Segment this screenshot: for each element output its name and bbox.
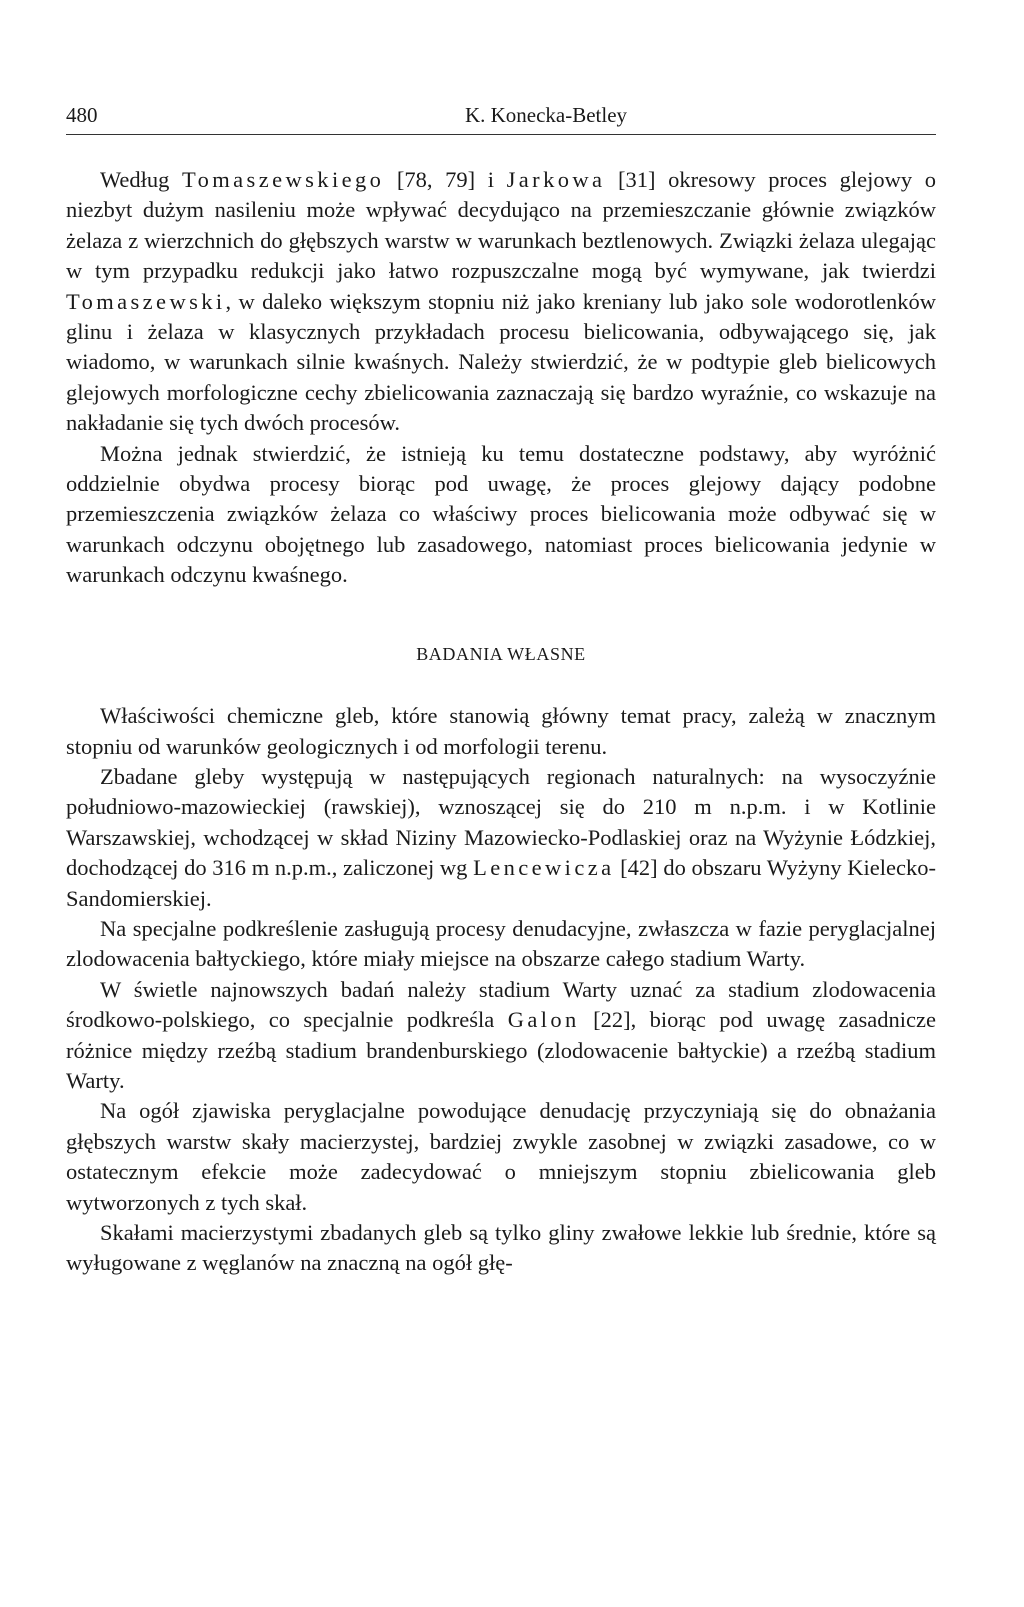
text-run: [31] okresowy proces glejowy o niezbyt dużym nasileniu może wpływać decydująco na przemieszczanie głównie związków żelaza z wierzchnich do głębszych warstw w warunkach beztlenowych. Związki żelaza ulegając w tym przypadku redukcji jako łatwo rozpuszczalne mogą być wymywane, jak twierdzi: [66, 167, 936, 284]
paragraph-7: Na ogół zjawiska peryglacjalne powodujące denudację przyczyniają się do obnażania głębszych warstw skały macierzystej, bardziej zwykle zasobnej w związki zasadowe, co w ostatecznym efekcie może zadecydować o mniejszym stopniu zbielicowania gleb wytworzonych z tych skał.: [66, 1098, 936, 1215]
page: [66, 100, 936, 1279]
paragraph-2: Można jednak stwierdzić, że istnieją ku temu dostateczne podstawy, aby wyróżnić oddzielnie obydwa procesy biorąc pod uwagę, że proces glejowy dający podobne przemieszczenia związków żelaza co właściwy proces bielicowania może odbywać się w warunkach odczynu obojętnego lub zasadowego, natomiast proces bielicowania jedynie w warunkach odczynu kwaśnego.: [66, 440, 936, 588]
text-run: Zbadane gleby występują w następujących regionach naturalnych: na wysoczyźnie południowo-mazowieckiej (rawskiej), wznoszącej się do 210 m n.p.m. i w Kotlinie Warszawskiej, wchodzącej w skład Niziny Mazowiecko-Podlaskiej oraz na Wyżynie Łódzkiej, dochodzącej do 316 m n.p.m., zaliczonej wg: [66, 763, 936, 881]
section-heading: BADANIA WŁASNE: [416, 643, 586, 664]
text-run: , w daleko większym stopniu niż jako kreniany lub jako sole wodorotlenków glinu i żelaza w klasycznych przykładach procesu bielicowania, odbywającego się, jak wiadomo, w warunkach silnie kwaśnych. Należy stwierdzić, że w podtypie gleb bielicowych glejowych morfologiczne cechy zbielicowania zaznaczają się bardzo wyraźnie, co wskazuje na nakładanie się tych dwóch procesów.: [66, 288, 936, 436]
text-run: [42] do obszaru Wyżyny Kielecko-Sandomierskiej.: [66, 855, 936, 911]
cited-author: Jarkowa: [506, 167, 606, 192]
running-head-author: K. Konecka-Betley: [464, 103, 628, 127]
cited-author: Lencewicza: [473, 855, 615, 881]
cited-author: Tomaszewskiego: [182, 167, 385, 192]
text-run: [22], biorąc pod uwagę zasadnicze różnice między rzeźbą stadium brandenburskiego (zlodowacenie bałtyckie) a rzeźbą stadium Warty.: [66, 1007, 936, 1093]
text-run: [78, 79] i: [384, 167, 507, 192]
cited-author: Galon: [507, 1007, 580, 1033]
paragraph-6: [66, 975, 936, 1097]
page-number: 480: [66, 103, 98, 127]
paragraph-4: [66, 762, 936, 914]
cited-author: Tomaszewski: [66, 288, 226, 314]
body-text: [66, 165, 936, 1279]
text-run: W świetle najnowszych badań należy stadium Warty uznać za stadium zlodowacenia środkowo-polskiego, co specjalnie podkreśla: [66, 976, 936, 1033]
text-run: Według: [100, 167, 183, 192]
paragraph-5: Na specjalne podkreślenie zasługują procesy denudacyjne, zwłaszcza w fazie peryglacjalnej zlodowacenia bałtyckiego, które miały miejsce na obszarze całego stadium Warty.: [66, 915, 936, 972]
paragraph-3: Właściwości chemiczne gleb, które stanowią główny temat pracy, zależą w znacznym stopniu od warunków geologicznych i od morfologii terenu.: [66, 703, 936, 759]
running-head: [66, 100, 936, 135]
paragraph-1: [66, 165, 936, 439]
paragraph-8: Skałami macierzystymi zbadanych gleb są tylko gliny zwałowe lekkie lub średnie, które są wyługowane z węglanów na znaczną na ogół głę-: [66, 1220, 936, 1276]
